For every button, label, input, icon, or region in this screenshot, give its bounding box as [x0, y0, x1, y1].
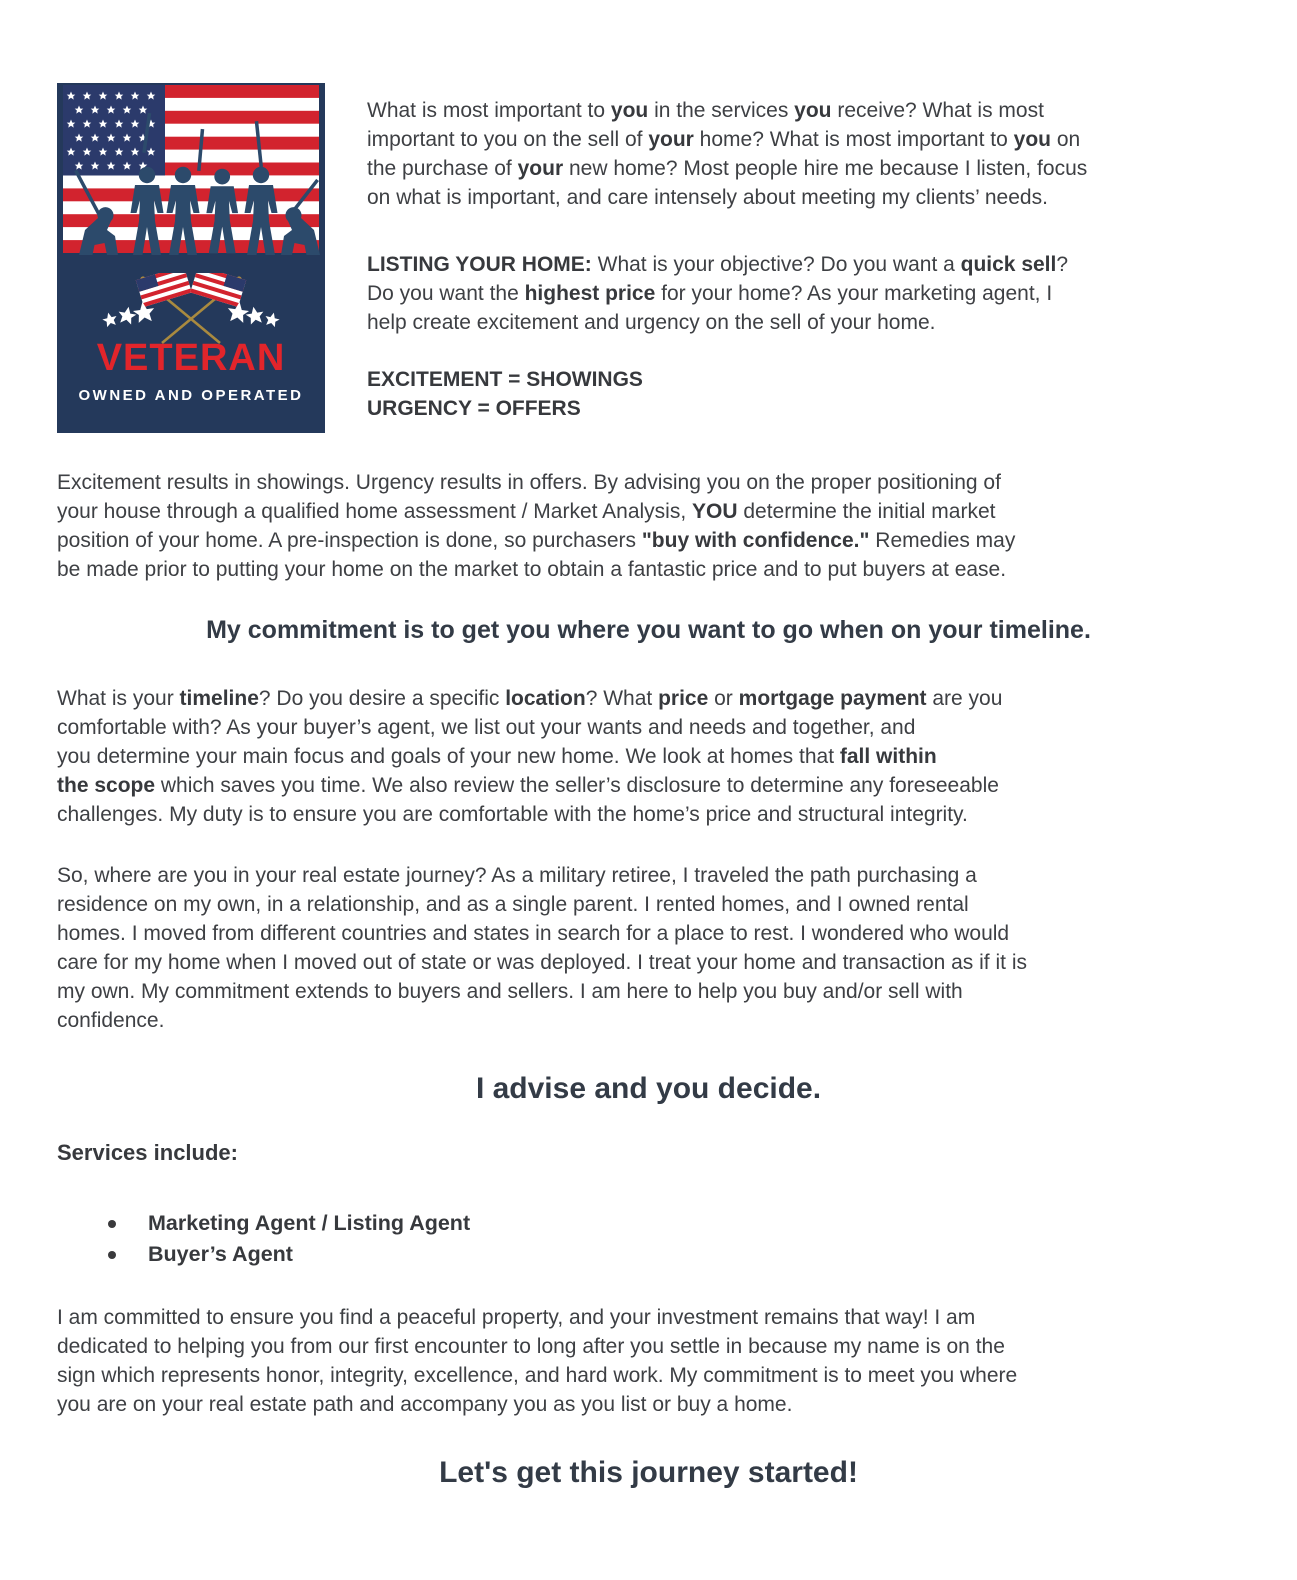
timeline-paragraph: [57, 684, 1240, 829]
side-stars-icon: [101, 300, 281, 327]
equations-lines: [367, 365, 1240, 423]
text-line: EXCITEMENT = SHOWINGS: [367, 368, 643, 391]
text-line: dedicated to helping you from our first encounter to long after you settle in because my name is on the: [57, 1335, 1005, 1358]
intro-paragraph: [367, 96, 1240, 212]
badge-subtitle: OWNED AND OPERATED: [78, 387, 304, 404]
text-line: So, where are you in your real estate journey? As a military retiree, I traveled the path purchasing a: [57, 864, 977, 887]
text-line: you are on your real estate path and accompany you as you list or buy a home.: [57, 1393, 793, 1416]
advise-heading: I advise and you decide.: [475, 1072, 822, 1105]
text-line: care for my home when I moved out of state or was deployed. I treat your home and transaction as if it is: [57, 951, 1027, 974]
closing-paragraph: [57, 1303, 1240, 1419]
text-line: your house through a qualified home assessment / Market Analysis, YOU determine the initial market: [57, 500, 996, 523]
text-line: comfortable with? As your buyer’s agent, we list out your wants and needs and together, and: [57, 716, 916, 739]
text-line: on what is important, and care intensely about meeting my clients’ needs.: [367, 186, 1048, 209]
text-line: homes. I moved from different countries and states in search for a place to rest. I wondered who would: [57, 922, 1010, 945]
text-line: the purchase of your new home? Most people hire me because I listen, focus: [367, 157, 1088, 180]
veteran-badge: [57, 83, 325, 433]
text-line: you determine your main focus and goals of your new home. We look at homes that fall within: [57, 745, 937, 768]
header-section: [57, 83, 1240, 433]
text-line: challenges. My duty is to ensure you are comfortable with the home’s price and structural integrity.: [57, 803, 968, 826]
service-item: Buyer’s Agent: [57, 1239, 1240, 1270]
badge-title: VETERAN: [96, 337, 286, 379]
text-line: residence on my own, in a relationship, and as a single parent. I rented homes, and I owned rental: [57, 893, 969, 916]
intro-column: [367, 83, 1240, 423]
text-line: be made prior to putting your home on the market to obtain a fantastic price and to put buyers at ease.: [57, 558, 1007, 581]
text-line: Do you want the highest price for your home? As your marketing agent, I: [367, 282, 1053, 305]
service-item: Marketing Agent / Listing Agent: [57, 1208, 1240, 1239]
text-line: my own. My commitment extends to buyers and sellers. I am here to help you buy and/or sell with: [57, 980, 963, 1003]
services-label: Services include:: [57, 1140, 238, 1165]
commitment-heading: My commitment is to get you where you want to go when on your timeline.: [206, 616, 1091, 644]
excitement-paragraph: [57, 468, 1240, 584]
text-line: confidence.: [57, 1009, 165, 1032]
text-line: position of your home. A pre-inspection is done, so purchasers "buy with confidence." Remedies may: [57, 529, 1016, 552]
services-list: [57, 1208, 1240, 1270]
text-line: URGENCY = OFFERS: [367, 397, 581, 420]
closing-heading: Let's get this journey started!: [439, 1456, 858, 1489]
text-line: What is your timeline? Do you desire a specific location? What price or mortgage payment are you: [57, 687, 1003, 710]
text-line: important to you on the sell of your home? What is most important to you on: [367, 128, 1081, 151]
text-line: sign which represents honor, integrity, excellence, and hard work. My commitment is to meet you where: [57, 1364, 1018, 1387]
text-line: Excitement results in showings. Urgency results in offers. By advising you on the proper positioning of: [57, 471, 1001, 494]
text-line: the scope which saves you time. We also review the seller’s disclosure to determine any foreseeable: [57, 774, 999, 797]
flag-and-soldiers-graphic: [57, 83, 325, 255]
text-line: I am committed to ensure you find a peaceful property, and your investment remains that way! I am: [57, 1306, 976, 1329]
listing-paragraph: [367, 250, 1240, 337]
text-line: help create excitement and urgency on the sell of your home.: [367, 311, 936, 334]
journey-paragraph: [57, 861, 1240, 1035]
text-line: What is most important to you in the services you receive? What is most: [367, 99, 1044, 122]
text-line: LISTING YOUR HOME: What is your objective? Do you want a quick sell?: [367, 253, 1069, 276]
